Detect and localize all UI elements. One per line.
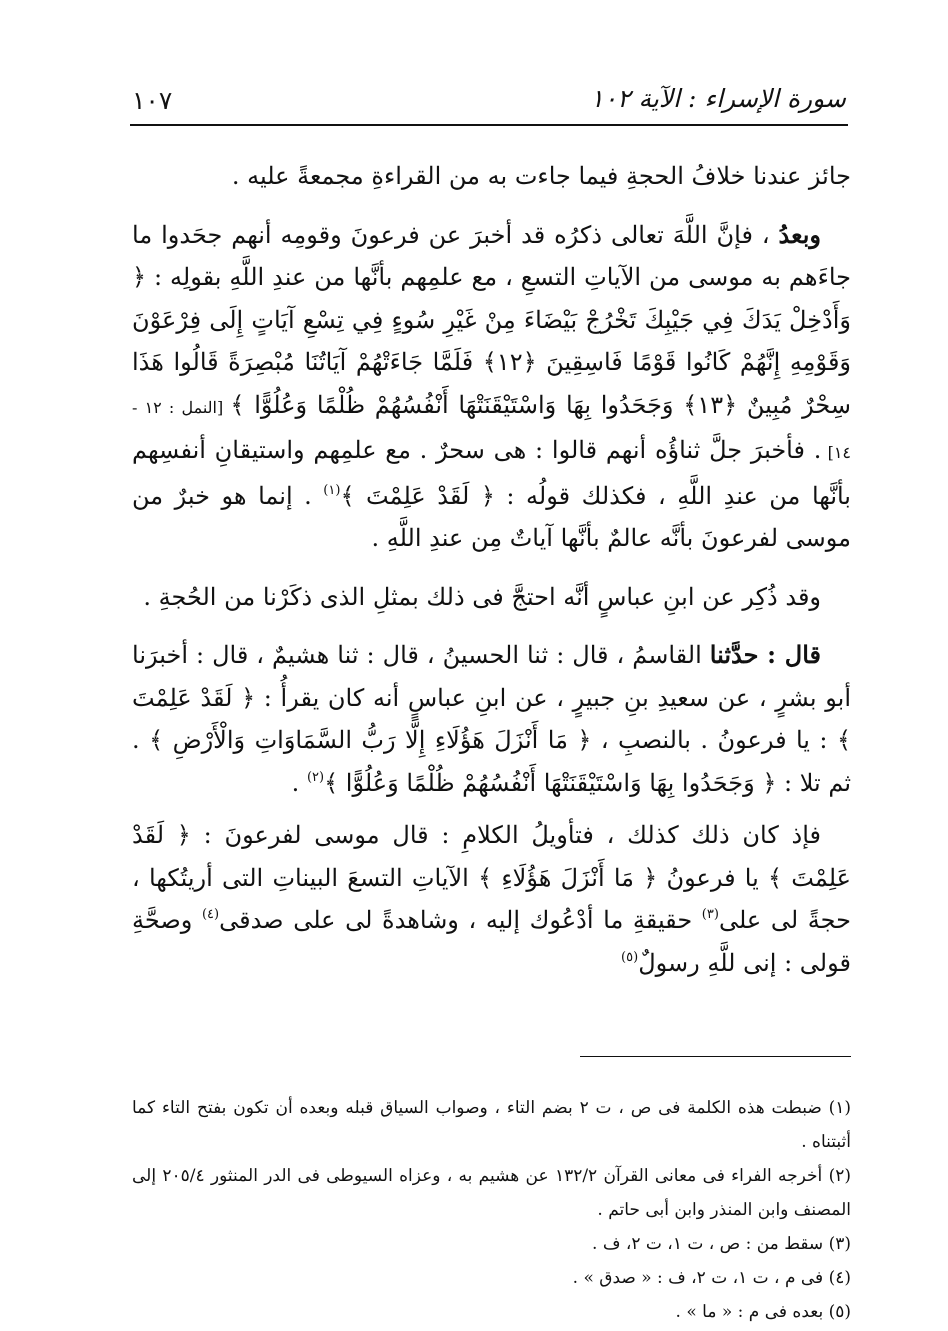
paragraph-text: جائز عندنا خلافُ الحجةِ فيما جاءت به من القراءةِ مجمعةً عليه . [231, 162, 851, 190]
footnote: (٥) بعده فى م : « ما » . [675, 1302, 851, 1322]
paragraph-1 [132, 155, 851, 198]
paragraph-text: وصحَّةِ قولى : إنى للَّهِ رسولٌ [132, 906, 851, 977]
paragraph-text: الآياتِ التسعَ البيناتِ التى أريتُكها ، حجةً لى على [132, 863, 851, 934]
paragraph-text: . إنما هو خبرٌ من موسى لفرعونَ بأنَّه عالمٌ بأنَّها آياتٌ مِن عندِ اللَّهِ . [132, 481, 851, 552]
paragraph-lead: قال : حدَّثنا [709, 640, 821, 669]
paragraph-2 [132, 214, 851, 560]
footnote: (٣) سقط من : ص ، ت ١، ت ٢، ف . [592, 1234, 851, 1254]
footnote: (٤) فى م ، ت ١، ت ٢، ف : « صدق » . [572, 1268, 851, 1288]
footnote-marker: (٢) [306, 769, 325, 785]
paragraph-text: فإذ كان ذلك كذلك ، فتأويلُ الكلامِ : قال موسى لفرعونَ : [190, 821, 821, 849]
running-header [130, 80, 848, 116]
quran-quote: ﴿ لَقَدْ عَلِمْتَ ﴾ [132, 821, 852, 892]
footnote-marker: (٥) [621, 949, 639, 965]
quran-quote: ﴿ لَقَدْ عَلِمْتَ ﴾ [132, 683, 851, 754]
paragraph-3 [132, 576, 851, 619]
paragraph-text: وقد ذُكِر عن ابنِ عباسٍ أنَّه احتجَّ فى ذلك بمثلِ الذى ذكَرْنا من الحُجةِ . [143, 582, 821, 611]
paragraph-text: ، فإنَّ اللَّهَ تعالى ذكرُه قد أخبرَ عن فرعونَ وقومِه أنهم جحَدوا ما جاءَهم به موسى من الآياتِ التسعِ ، مع علمِهم بأنَّها من عندِ اللَّهِ بقولِه : [132, 220, 851, 291]
paragraph-5 [132, 814, 851, 984]
paragraph-4 [132, 634, 851, 804]
main-text [132, 155, 851, 1000]
header-rule [130, 124, 848, 126]
footnote-marker: (١) [323, 482, 341, 498]
paragraph-text: القاسمُ ، قال : ثنا الحسينُ ، قال : ثنا هشيمٌ ، قال : أخبرَنا أبو بشرٍ ، عن سعيدِ بنِ جبيرٍ ، عن ابنِ عباسٍ أنه كان يقرأُ : [132, 641, 852, 712]
footnote: (٢) أخرجه الفراء فى معانى القرآن ١٣٢/٢ عن هشيم به ، وعزاه السيوطى فى الدر المنثور ٢٠٥/٤ إلى المصنف وابن المنذر وابن أبى حاتم . [132, 1166, 851, 1220]
paragraph-lead: وبعدُ [778, 219, 821, 249]
running-title: سورة الإسراء : الآية ١٠٢ [590, 84, 846, 113]
paragraph-text: يا فرعونُ [657, 863, 769, 892]
footnote-rule [580, 1056, 851, 1057]
verse-reference: [النمل : ١٢ - ١٤] [132, 397, 851, 462]
quran-quote: ﴿ لَقَدْ عَلِمْتَ ﴾ [340, 481, 495, 510]
quran-quote: ﴿ مَا أَنْزَلَ هَؤُلَاءِ إِلَّا رَبُّ السَّمَاوَاتِ وَالْأَرْضِ ﴾ [149, 726, 592, 754]
paragraph-text: : يا فرعونُ . بالنصبِ ، [591, 726, 837, 754]
footnote-marker: (٤) [201, 907, 220, 922]
quran-quote: ﴿ مَا أَنْزَلَ هَؤُلَاءِ ﴾ [478, 863, 658, 892]
footnotes [132, 1091, 851, 1329]
footnote-marker: (٣) [701, 907, 719, 922]
paragraph-text: حقيقةِ ما أدْعُوك إليه ، وشاهدةً لى على صدقى [219, 906, 702, 934]
quran-quote: ﴿ وَأَدْخِلْ يَدَكَ فِي جَيْبِكَ تَخْرُجْ بَيْضَاءَ مِنْ غَيْرِ سُوءٍ فِي تِسْعِ آيَاتٍ إِلَى فِرْعَوْنَ وَقَوْمِهِ إِنَّهُمْ كَانُوا قَوْمًا فَاسِقِينَ ﴿١٢﴾ فَلَمَّا جَاءَتْهُمْ آيَاتُنَا مُبْصِرَةً قَالُوا هَذَا سِحْرٌ مُبِينٌ ﴿١٣﴾ وَجَحَدُوا بِهَا وَاسْتَيْقَنَتْهَا أَنْفُسُهُمْ ظُلْمًا وَعُلُوًّا ﴾ [132, 263, 852, 419]
footnote: (١) ضبطت هذه الكلمة فى ص ، ت ٢ بضم التاء ، وصواب السياق قبله وبعده أن تكون بفتح التاء كما أثبتناه . [132, 1098, 852, 1152]
page-number: ١٠٧ [132, 86, 173, 115]
paragraph-text: . [291, 768, 307, 797]
paragraph-text: . فأخبرَ جلَّ ثناؤُه أنهم قالوا : هى سحرٌ . مع علمِهم واستيقانِ أنفسِهم بأنَّها من عندِ اللَّهِ ، فكذلك قولُه : [132, 436, 851, 510]
paragraph-text: . ثم تلا : [132, 726, 851, 797]
quran-quote: ﴿ وَجَحَدُوا بِهَا وَاسْتَيْقَنَتْهَا أَنْفُسُهُمْ ظُلْمًا وَعُلُوًّا ﴾ [324, 768, 777, 797]
